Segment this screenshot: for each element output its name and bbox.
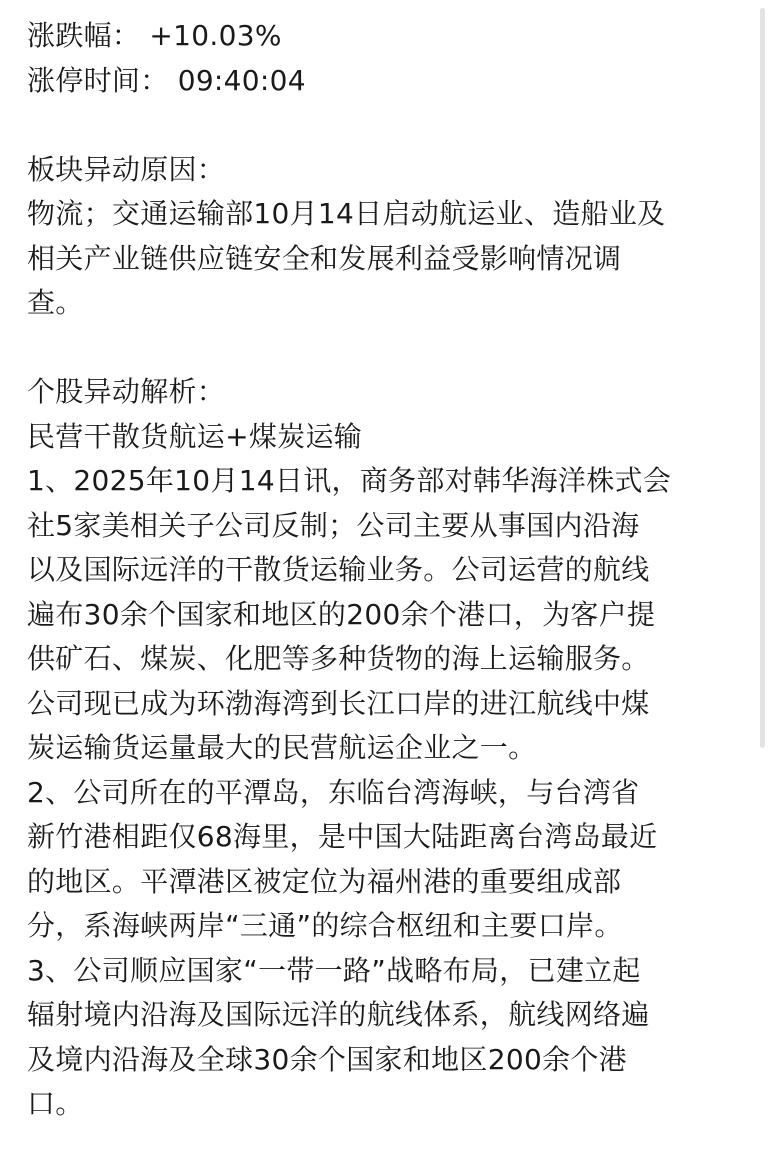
stock-analysis-line: 分，系海峡两岸“三通”的综合枢纽和主要口岸。 bbox=[27, 909, 623, 942]
vertical-scrollbar[interactable] bbox=[760, 8, 765, 748]
stock-analysis-line: 遍布30余个国家和地区的200余个港口，为客户提 bbox=[27, 597, 656, 631]
stock-analysis-line: 社5家美相关子公司反制；公司主要从事国内沿海 bbox=[27, 508, 640, 542]
stock-analysis-line: 及境内沿海及全球30余个国家和地区200余个港 bbox=[27, 1042, 627, 1076]
stock-analysis-line: 的地区。平潭港区被定位为福州港的重要组成部 bbox=[27, 864, 622, 898]
stock-analysis-heading: 个股异动解析： bbox=[27, 375, 226, 408]
stock-analysis-line: 新竹港相距仅68海里，是中国大陆距离台湾岛最近 bbox=[27, 820, 658, 853]
sector-reason-line: 物流；交通运输部10月14日启动航运业、造船业及 bbox=[27, 197, 666, 230]
stock-analysis-subtitle: 民营干散货航运+煤炭运输 bbox=[27, 419, 363, 453]
stock-analysis-line: 公司现已成为环渤海湾到长江口岸的进江航线中煤 bbox=[27, 686, 650, 720]
stock-analysis-line: 供矿石、煤炭、化肥等多种货物的海上运输服务。 bbox=[27, 642, 650, 675]
stock-analysis-line: 3、公司顺应国家“一带一路”战略布局，已建立起 bbox=[27, 953, 641, 987]
paragraph-gap bbox=[27, 103, 743, 148]
article-body bbox=[27, 14, 743, 1127]
sector-reason-line: 查。 bbox=[27, 286, 84, 319]
stock-analysis-line: 辐射境内沿海及国际远洋的航线体系，航线网络遍 bbox=[27, 998, 650, 1031]
stock-analysis-line: 炭运输货运量最大的民营航运企业之一。 bbox=[27, 731, 537, 764]
limit-up-time-line: 涨停时间： 09:40:04 bbox=[27, 63, 306, 97]
stock-analysis-line: 1、2025年10月14日讯，商务部对韩华海洋株式会 bbox=[27, 464, 672, 497]
paragraph-gap bbox=[27, 326, 743, 371]
stock-analysis-line: 2、公司所在的平潭岛，东临台湾海峡，与台湾省 bbox=[27, 775, 640, 809]
stock-analysis-line: 以及国际远洋的干散货运输业务。公司运营的航线 bbox=[27, 553, 650, 586]
stock-analysis-line: 口。 bbox=[27, 1087, 84, 1120]
sector-reason-heading: 板块异动原因： bbox=[27, 152, 226, 186]
price-change-line: 涨跌幅： +10.03% bbox=[27, 19, 282, 52]
sector-reason-line: 相关产业链供应链安全和发展利益受影响情况调 bbox=[27, 241, 622, 275]
